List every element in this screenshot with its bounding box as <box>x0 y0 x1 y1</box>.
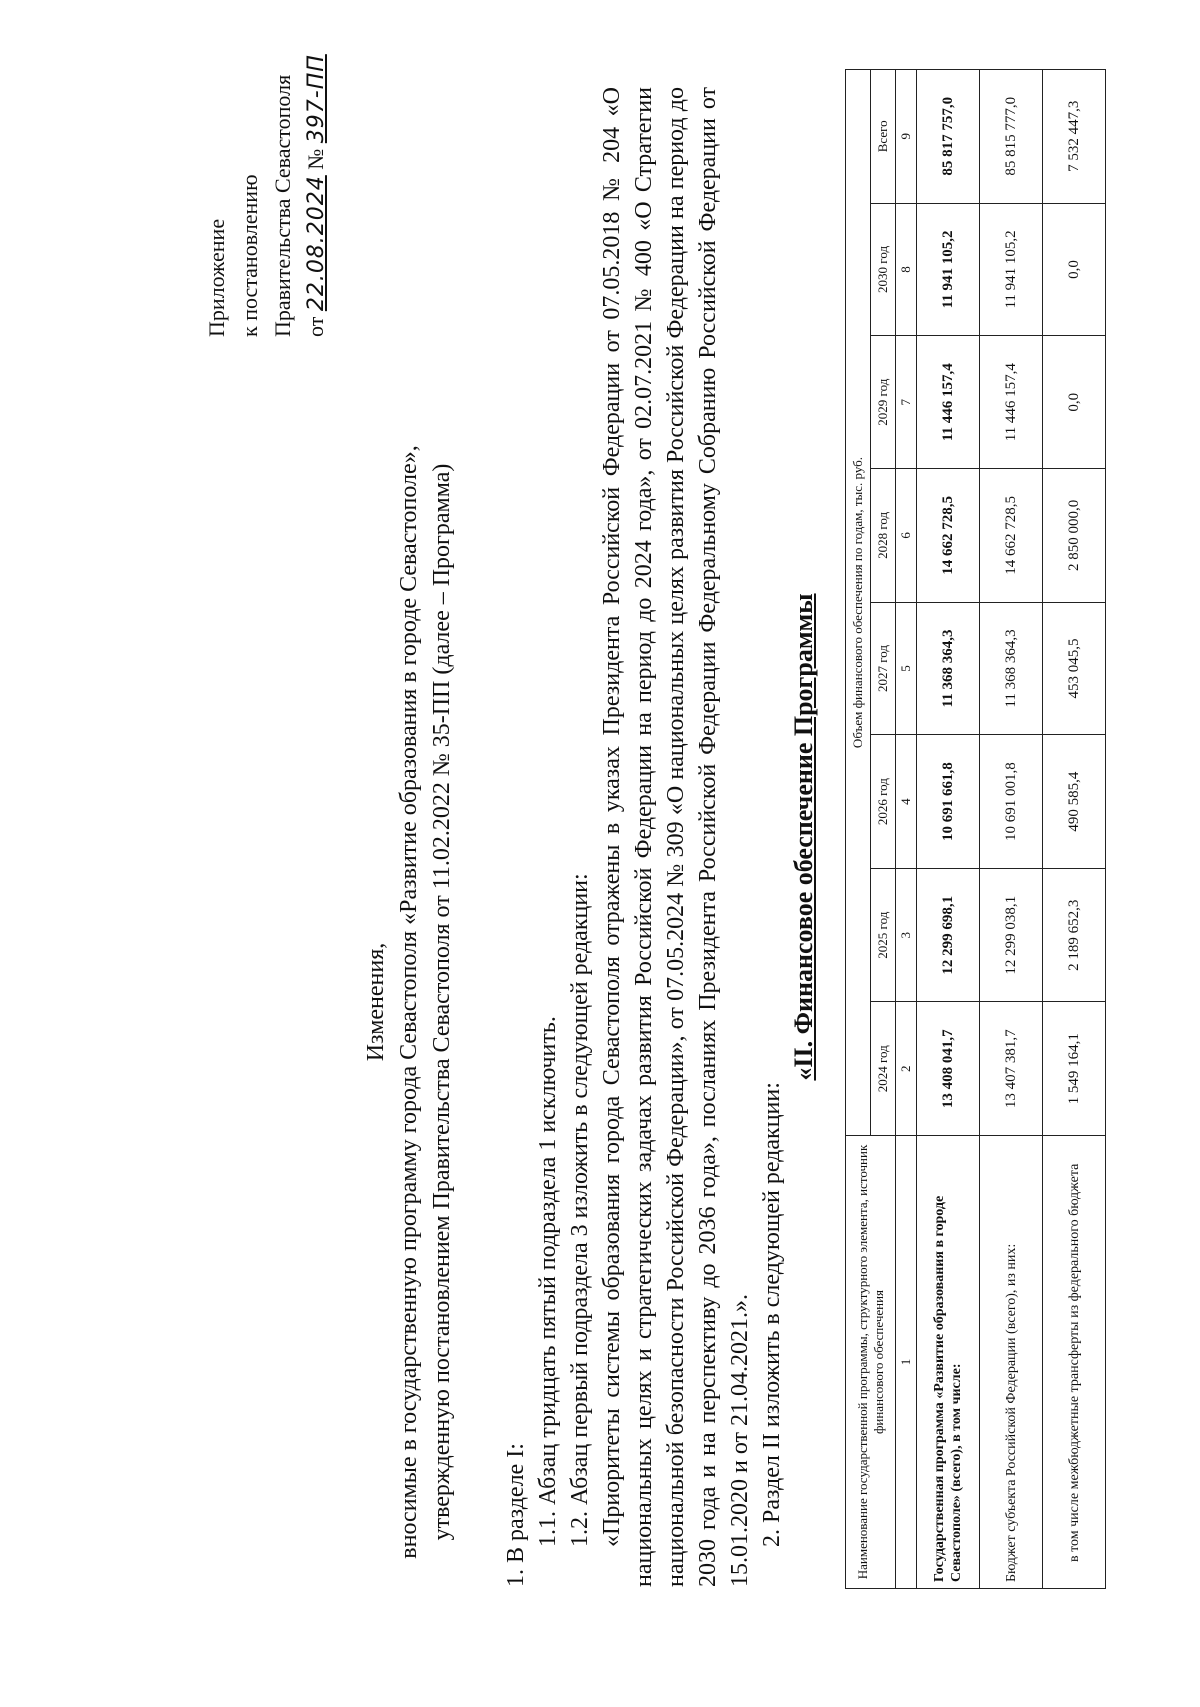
table-cell: 2 850 000,0 <box>1043 469 1106 603</box>
table-cell: 11 368 364,3 <box>980 602 1043 735</box>
title-line-2: утвержденную постановлением Правительства Севастополя от 11.02.2022 № 35-ПП (далее – Программа) <box>429 463 455 1541</box>
date-prefix: от <box>303 316 328 337</box>
column-number: 5 <box>896 602 917 735</box>
column-number: 6 <box>896 469 917 603</box>
table-row <box>917 70 980 1589</box>
paragraph-priorities: «Приоритеты системы образования города Севастополя отражены в указах Президента Российской Федерации от 07.05.2018 № 204 «О национальных целях и стратегических задачах развития Российской Федерации на период до 2024 года», от 02.07.2021 № 400 «О Стратегии национальной безопасности Российской Федерации», от 07.05.2024 № 309 «О национальных целях развития Российской Федерации на период до 2030 года и на перспективу до 2036 года», посланиях Президента Российской Федерации Федеральному Собранию Российской Федерации от 15.01.2020 и от 21.04.2021.». <box>599 87 753 1587</box>
table-cell: 0,0 <box>1043 203 1106 336</box>
year-header: 2025 год <box>871 868 896 1002</box>
table-cell: 10 691 661,8 <box>917 735 980 869</box>
year-header: 2027 год <box>871 602 896 735</box>
column-number-row <box>896 70 917 1589</box>
table-cell: 7 532 447,3 <box>1043 70 1106 204</box>
section-title: «II. Финансовое обеспечение Программы <box>789 593 818 1081</box>
table-cell: 11 446 157,4 <box>917 336 980 469</box>
table-cell: 13 408 041,7 <box>917 1002 980 1136</box>
table-cell: 12 299 698,1 <box>917 868 980 1002</box>
approval-line-1: Приложение <box>204 218 229 337</box>
column-number: 1 <box>896 1136 917 1589</box>
volume-header: Объем финансового обеспечения по годам, тыс. руб. <box>846 70 871 1136</box>
year-header: 2029 год <box>871 336 896 469</box>
number-prefix: № <box>303 148 328 170</box>
financing-table <box>845 69 1106 1589</box>
table-cell: 11 941 105,2 <box>917 203 980 336</box>
table-cell: 490 585,4 <box>1043 735 1106 869</box>
column-number: 8 <box>896 203 917 336</box>
paragraph-1: 1. В разделе I: <box>503 1443 529 1587</box>
table-cell: 11 368 364,3 <box>917 602 980 735</box>
year-header: 2030 год <box>871 203 896 336</box>
handwritten-date: 22.08.2024 <box>304 175 329 312</box>
column-number: 7 <box>896 336 917 469</box>
table-cell: 11 446 157,4 <box>980 336 1043 469</box>
title-heading: Изменения, <box>363 942 389 1062</box>
row-name: Бюджет субъекта Российской Федерации (всего), из них: <box>980 1136 1043 1589</box>
approval-block <box>200 7 333 337</box>
row-name: в том числе межбюджетные трансферты из федерального бюджета <box>1043 1136 1106 1589</box>
table-cell: 11 941 105,2 <box>980 203 1043 336</box>
column-number: 4 <box>896 735 917 869</box>
column-number: 3 <box>896 868 917 1002</box>
row-name: Государственная программа «Развитие образования в городе Севастополе» (всего), в том числе: <box>917 1136 980 1589</box>
document-title <box>360 427 459 1577</box>
column-number: 9 <box>896 70 917 204</box>
table-cell: 2 189 652,3 <box>1043 868 1106 1002</box>
table-row <box>980 70 1043 1589</box>
table-row <box>1043 70 1106 1589</box>
table-header-row <box>846 70 871 1589</box>
total-header: Всего <box>871 70 896 204</box>
handwritten-number: 397-ПП <box>304 54 329 144</box>
table-cell: 0,0 <box>1043 336 1106 469</box>
paragraph-1-2: 1.2. Абзац первый подраздела 3 изложить в следующей редакции: <box>567 873 593 1547</box>
table-cell: 13 407 381,7 <box>980 1002 1043 1136</box>
approval-line-3: Правительства Севастополя <box>270 74 295 337</box>
table-cell: 14 662 728,5 <box>917 469 980 603</box>
table-cell: 1 549 164,1 <box>1043 1002 1106 1136</box>
paragraph-1-1: 1.1. Абзац тридцать пятый подраздела 1 исключить. <box>535 1016 561 1547</box>
table-cell: 85 817 757,0 <box>917 70 980 204</box>
title-line-1: вносимые в государственную программу города Севастополя «Развитие образования в городе Севастополе», <box>396 445 422 1559</box>
name-header: Наименование государственной программы, структурного элемента, источник финансового обеспечения <box>846 1136 896 1589</box>
table-cell: 12 299 038,1 <box>980 868 1043 1002</box>
document-body <box>500 87 820 1587</box>
paragraph-2: 2. Раздел II изложить в следующей редакции: <box>759 1082 785 1547</box>
table-cell: 10 691 001,8 <box>980 735 1043 869</box>
column-number: 2 <box>896 1002 917 1136</box>
table-cell: 85 815 777,0 <box>980 70 1043 204</box>
year-header: 2026 год <box>871 735 896 869</box>
year-header: 2024 год <box>871 1002 896 1136</box>
approval-line-2: к постановлению <box>237 174 262 337</box>
year-header: 2028 год <box>871 469 896 603</box>
approval-date-line <box>299 7 333 337</box>
table-cell: 14 662 728,5 <box>980 469 1043 603</box>
table-cell: 453 045,5 <box>1043 602 1106 735</box>
